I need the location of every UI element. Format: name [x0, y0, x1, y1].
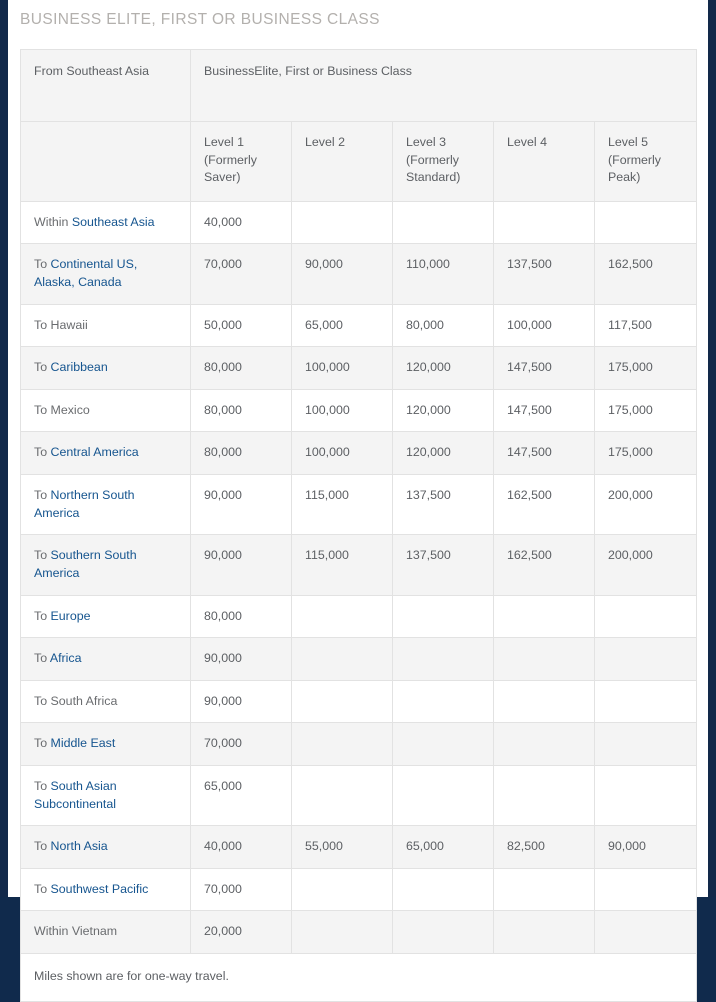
- table-header-row-top: [21, 50, 697, 122]
- table-row: [21, 347, 697, 390]
- table-row: [21, 680, 697, 723]
- miles-empty-cell: [393, 911, 494, 954]
- miles-value-cell: 120,000: [393, 432, 494, 475]
- region-link[interactable]: Caribbean: [50, 360, 108, 375]
- miles-value-cell: 100,000: [494, 304, 595, 347]
- miles-value-cell: 120,000: [393, 347, 494, 390]
- table-row: [21, 911, 697, 954]
- miles-empty-cell: [393, 680, 494, 723]
- miles-value-cell: 90,000: [191, 475, 292, 535]
- row-region-label: [21, 595, 191, 638]
- content-surface: [8, 0, 708, 984]
- region-link[interactable]: Africa: [49, 651, 82, 666]
- miles-value-cell: 147,500: [494, 432, 595, 475]
- miles-value-cell: 137,500: [393, 535, 494, 595]
- region-link[interactable]: Middle East: [50, 736, 116, 751]
- header-origin: From Southeast Asia: [21, 50, 191, 122]
- table-head: [21, 50, 697, 202]
- miles-empty-cell: [595, 638, 697, 681]
- miles-empty-cell: [494, 595, 595, 638]
- region-link[interactable]: Europe: [50, 608, 91, 623]
- table-row: [21, 475, 697, 535]
- miles-empty-cell: [292, 765, 393, 825]
- table-header-row-levels: [21, 122, 697, 202]
- header-level-line: (Formerly: [204, 152, 257, 167]
- miles-empty-cell: [595, 680, 697, 723]
- miles-empty-cell: [595, 868, 697, 911]
- miles-empty-cell: [494, 638, 595, 681]
- miles-value-cell: 65,000: [191, 765, 292, 825]
- miles-value-cell: 200,000: [595, 535, 697, 595]
- miles-empty-cell: [292, 723, 393, 766]
- header-cabin-class: BusinessElite, First or Business Class: [191, 50, 697, 122]
- header-level-2: [292, 122, 393, 202]
- header-level-line: Peak): [608, 170, 641, 185]
- miles-value-cell: 80,000: [191, 432, 292, 475]
- miles-value-cell: 200,000: [595, 475, 697, 535]
- award-miles-table: [20, 49, 697, 1002]
- row-region-label: [21, 432, 191, 475]
- row-region-label: [21, 638, 191, 681]
- header-level-line: Level 5: [608, 135, 648, 149]
- region-link[interactable]: Southern South America: [34, 548, 137, 580]
- row-region-label: [21, 911, 191, 954]
- footnote-row: [21, 954, 697, 1002]
- miles-value-cell: 80,000: [191, 595, 292, 638]
- miles-empty-cell: [292, 201, 393, 244]
- miles-value-cell: 162,500: [494, 475, 595, 535]
- row-region-label: [21, 680, 191, 723]
- miles-empty-cell: [292, 638, 393, 681]
- miles-empty-cell: [595, 911, 697, 954]
- row-region-label: [21, 244, 191, 304]
- miles-value-cell: 175,000: [595, 389, 697, 432]
- miles-value-cell: 137,500: [494, 244, 595, 304]
- miles-empty-cell: [595, 723, 697, 766]
- miles-value-cell: 90,000: [292, 244, 393, 304]
- miles-value-cell: 175,000: [595, 432, 697, 475]
- miles-value-cell: 100,000: [292, 347, 393, 390]
- header-level-line: Saver): [204, 170, 241, 185]
- miles-value-cell: 70,000: [191, 723, 292, 766]
- miles-value-cell: 115,000: [292, 475, 393, 535]
- miles-empty-cell: [494, 723, 595, 766]
- miles-value-cell: 147,500: [494, 347, 595, 390]
- miles-empty-cell: [292, 680, 393, 723]
- miles-empty-cell: [595, 201, 697, 244]
- header-level-line: Level 1: [204, 135, 244, 149]
- miles-value-cell: 90,000: [595, 826, 697, 869]
- row-region-label: [21, 826, 191, 869]
- row-region-label: [21, 535, 191, 595]
- row-region-label: [21, 723, 191, 766]
- row-region-label: [21, 868, 191, 911]
- row-label-prefix: To: [34, 608, 51, 623]
- miles-value-cell: 50,000: [191, 304, 292, 347]
- table-body: [21, 201, 697, 953]
- miles-empty-cell: [292, 911, 393, 954]
- table-foot: [21, 954, 697, 1002]
- miles-empty-cell: [393, 868, 494, 911]
- row-label-prefix: To: [34, 445, 51, 460]
- table-row: [21, 535, 697, 595]
- header-level-5: [595, 122, 697, 202]
- miles-empty-cell: [595, 765, 697, 825]
- miles-value-cell: 100,000: [292, 432, 393, 475]
- region-link[interactable]: Central America: [50, 445, 139, 460]
- miles-empty-cell: [595, 595, 697, 638]
- miles-empty-cell: [393, 201, 494, 244]
- header-level-3: [393, 122, 494, 202]
- region-link[interactable]: Southwest Pacific: [50, 881, 149, 896]
- table-row: [21, 304, 697, 347]
- row-label-prefix: To: [34, 257, 51, 272]
- miles-value-cell: 115,000: [292, 535, 393, 595]
- row-label-prefix: To: [34, 839, 51, 854]
- row-region-label: [21, 304, 191, 347]
- miles-value-cell: 20,000: [191, 911, 292, 954]
- miles-value-cell: 55,000: [292, 826, 393, 869]
- row-label-text: Within Vietnam: [34, 924, 118, 939]
- row-label-text: To Hawaii: [34, 317, 88, 332]
- miles-empty-cell: [292, 595, 393, 638]
- miles-value-cell: 120,000: [393, 389, 494, 432]
- miles-value-cell: 117,500: [595, 304, 697, 347]
- miles-value-cell: 90,000: [191, 680, 292, 723]
- miles-value-cell: 80,000: [191, 347, 292, 390]
- row-label-prefix: To: [34, 488, 51, 503]
- row-label-prefix: To: [34, 881, 51, 896]
- miles-empty-cell: [292, 868, 393, 911]
- miles-value-cell: 80,000: [393, 304, 494, 347]
- row-label-prefix: To: [34, 736, 51, 751]
- miles-empty-cell: [494, 201, 595, 244]
- miles-value-cell: 70,000: [191, 868, 292, 911]
- miles-value-cell: 175,000: [595, 347, 697, 390]
- table-row: [21, 201, 697, 244]
- header-level-line: Standard): [406, 170, 461, 185]
- table-row: [21, 244, 697, 304]
- region-link[interactable]: South Asian Subcontinental: [34, 778, 117, 811]
- header-level-line: (Formerly: [608, 152, 661, 167]
- page-title: BUSINESS ELITE, FIRST OR BUSINESS CLASS: [20, 11, 380, 28]
- table-row: [21, 638, 697, 681]
- award-chart-container: [20, 49, 696, 1002]
- row-region-label: [21, 475, 191, 535]
- table-row: [21, 595, 697, 638]
- row-label-text: To Mexico: [34, 402, 90, 417]
- table-row: [21, 868, 697, 911]
- miles-value-cell: 40,000: [191, 826, 292, 869]
- region-link[interactable]: North Asia: [50, 839, 108, 854]
- header-level-1: [191, 122, 292, 202]
- table-row: [21, 723, 697, 766]
- miles-value-cell: 82,500: [494, 826, 595, 869]
- header-level-line: Level 4: [507, 135, 547, 149]
- miles-value-cell: 90,000: [191, 535, 292, 595]
- miles-value-cell: 65,000: [292, 304, 393, 347]
- miles-value-cell: 100,000: [292, 389, 393, 432]
- row-region-label: [21, 389, 191, 432]
- miles-empty-cell: [494, 868, 595, 911]
- miles-value-cell: 162,500: [595, 244, 697, 304]
- row-label-prefix: Within: [34, 214, 72, 229]
- region-link[interactable]: Southeast Asia: [71, 214, 155, 229]
- footnote-text: Miles shown are for one-way travel.: [21, 954, 697, 1002]
- miles-value-cell: 147,500: [494, 389, 595, 432]
- header-level-line: Level 3: [406, 135, 446, 149]
- miles-value-cell: 110,000: [393, 244, 494, 304]
- table-row: [21, 826, 697, 869]
- row-label-prefix: To: [34, 548, 51, 563]
- miles-value-cell: 80,000: [191, 389, 292, 432]
- header-level-line: (Formerly: [406, 152, 459, 167]
- miles-empty-cell: [393, 595, 494, 638]
- table-row: [21, 432, 697, 475]
- region-link[interactable]: Northern South America: [34, 488, 135, 520]
- header-level-4: [494, 122, 595, 202]
- miles-empty-cell: [494, 680, 595, 723]
- row-region-label: [21, 765, 191, 825]
- row-region-label: [21, 347, 191, 390]
- row-label-prefix: To: [34, 778, 51, 793]
- miles-value-cell: 70,000: [191, 244, 292, 304]
- miles-value-cell: 90,000: [191, 638, 292, 681]
- miles-empty-cell: [393, 723, 494, 766]
- header-level-line: Level 2: [305, 135, 345, 149]
- miles-value-cell: 65,000: [393, 826, 494, 869]
- miles-value-cell: 40,000: [191, 201, 292, 244]
- row-label-prefix: To: [34, 360, 51, 375]
- miles-value-cell: 162,500: [494, 535, 595, 595]
- miles-value-cell: 137,500: [393, 475, 494, 535]
- miles-empty-cell: [494, 911, 595, 954]
- miles-empty-cell: [393, 765, 494, 825]
- row-label-prefix: To: [34, 651, 50, 666]
- table-row: [21, 389, 697, 432]
- header-spacer: [21, 122, 191, 202]
- region-link[interactable]: Continental US, Alaska, Canada: [34, 257, 138, 290]
- row-region-label: [21, 201, 191, 244]
- table-row: [21, 765, 697, 825]
- row-label-text: To South Africa: [34, 693, 118, 708]
- miles-empty-cell: [494, 765, 595, 825]
- miles-empty-cell: [393, 638, 494, 681]
